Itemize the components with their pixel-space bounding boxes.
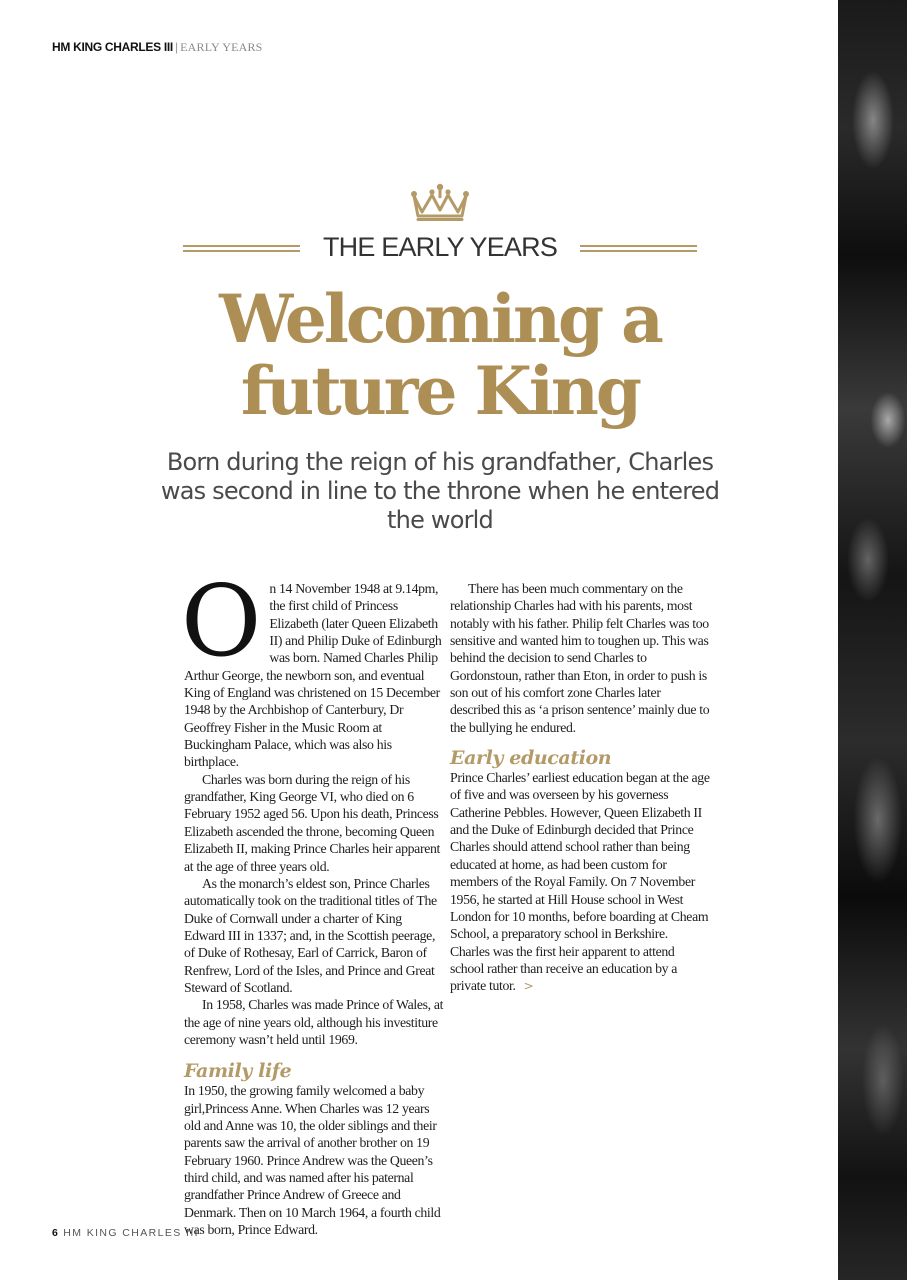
continue-arrow-icon: > [523, 979, 534, 994]
page-number: 6 [52, 1227, 60, 1239]
opening-paragraph-text: n 14 November 1948 at 9.14pm, the first child of Princess Elizabeth (later Queen Elizabeth II) and Philip Duke of Edinburgh was born. Named Charles Philip Arthur George, the newborn son, and eventual King of England was christened on 15 December 1948 by the Archbishop of Canterbury, Dr Geoffrey Fisher in the Music Room at Buckingham Palace, which was also his birthplace. [184, 581, 442, 770]
commentary-paragraph: There has been much commentary on the relationship Charles had with his parents, most notably with his father. Philip felt Charles was too sensitive and wanted him to toughen up. This was behind the decision to send Charles to Gordonstoun, rather than Eton, in order to push is son out of his comfort zone Charles later described this as ‘a prison sentence’ mainly due to the bullying he endured. [450, 581, 710, 735]
body-paragraph: Charles was born during the reign of his grandfather, King George VI, who died on 6 February 1952 aged 56. Upon his death, Princess Elizabeth ascended the throne, becoming Queen Elizabeth II, making Prince Charles heir apparent at the age of three years old. [184, 771, 440, 874]
drop-cap: O [181, 565, 262, 679]
running-head-subsection: EARLY YEARS [180, 40, 263, 54]
body-paragraph: As the monarch’s eldest son, Prince Charles automatically took on the traditional titles of The Duke of Cornwall under a charter of King Edward III in 1337; and, in the Scottish peerage, of Duke of Rothesay, Earl of Carrick, Baron of Renfrew, Lord of the Isles, and Prince and Great Steward of Scotland. [184, 875, 437, 995]
education-paragraph-text: Prince Charles’ earliest education began at the age of five and was overseen by his governess Catherine Pebbles. However, Queen Elizabeth II and the Duke of Edinburgh decided that Prince Charles should attend school rather than being educated at home, as had been custom for members of the Royal Family. On 7 November 1956, he started at Hill House school in West London for 10 months, before boarding at Cheam School, a preparatory school in Berkshire. Charles was the first heir apparent to attend school rather than receive an education by a private tutor. [450, 770, 710, 994]
running-head-section: HM KING CHARLES III [52, 40, 173, 54]
running-head [52, 40, 263, 54]
kicker-row [183, 230, 697, 264]
education-paragraph [450, 769, 710, 995]
family-paragraph: In 1950, the growing family welcomed a baby girl,Princess Anne. When Charles was 12 years old and Anne was 10, the older siblings and their parents saw the arrival of another brother on 19 February 1960. Prince Andrew was the Queen’s third child, and was named after his paternal grandfather Prince Andrew of Greece and Denmark. Then on 10 March 1964, a fourth child was born, Prince Edward. [184, 1083, 441, 1238]
kicker-rule-right [580, 245, 697, 253]
subhead-early-education: Early education [450, 747, 612, 770]
crown-icon [408, 183, 472, 223]
subhead-family-life: Family life [184, 1060, 292, 1083]
photo-edge-strip [838, 0, 907, 1280]
folio [52, 1227, 199, 1239]
opening-paragraph [181, 565, 444, 771]
standfirst: Born during the reign of his grandfather, Charles was second in line to the throne when he entered the world [160, 448, 720, 534]
article-column-left [181, 565, 444, 1238]
section-kicker: THE EARLY YEARS [322, 232, 558, 262]
folio-label: HM KING CHARLES III [63, 1227, 199, 1239]
body-paragraph: In 1958, Charles was made Prince of Wales, at the age of nine years old, although his investiture ceremony wasn’t held until 1969. [184, 997, 444, 1047]
kicker-rule-left [183, 245, 300, 253]
running-head-separator: | [174, 40, 179, 54]
article-column-right [450, 580, 710, 996]
headline: Welcoming a future King [219, 280, 661, 430]
